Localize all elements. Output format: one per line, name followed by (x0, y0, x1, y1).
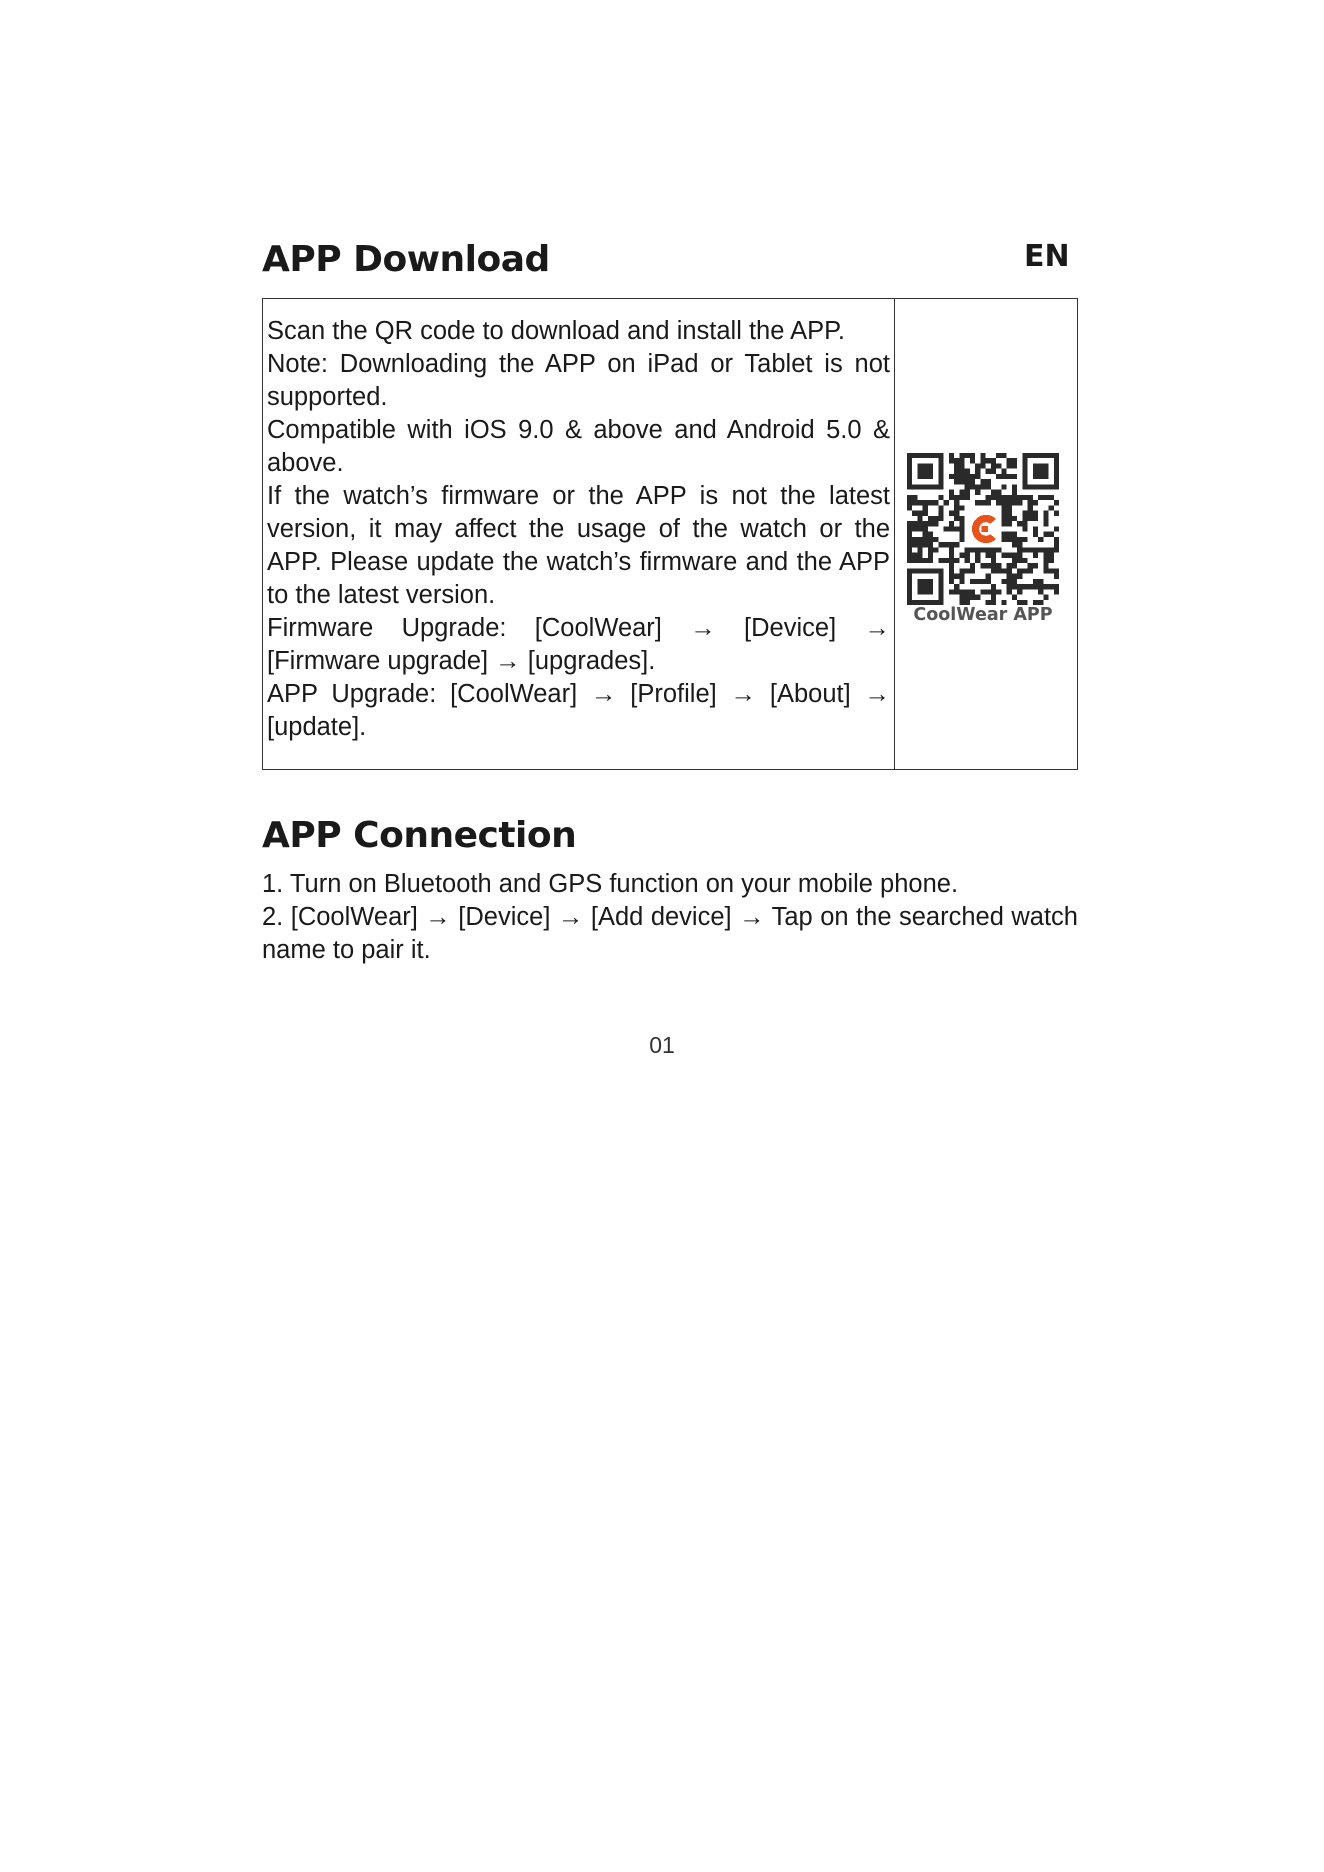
connection-step-1: 1. Turn on Bluetooth and GPS function on your mobile phone. (262, 870, 959, 898)
app-download-instructions (263, 299, 895, 769)
instruction-scan: Scan the QR code to download and install the APP. (267, 317, 845, 345)
instruction-firmware-upgrade: Firmware Upgrade: [CoolWear] → [Device] → [Firmware upgrade] → [upgrades]. (267, 614, 890, 675)
app-download-title: APP Download (262, 239, 550, 280)
page-number: 01 (649, 1032, 675, 1058)
language-badge: EN (1024, 239, 1070, 274)
instruction-app-upgrade: APP Upgrade: [CoolWear] → [Profile] → [About] → [update]. (267, 680, 890, 741)
instruction-compatibility: Compatible with iOS 9.0 & above and Android 5.0 & above. (267, 416, 890, 477)
app-connection-steps (262, 868, 1078, 967)
app-connection-title: APP Connection (262, 815, 577, 856)
qr-block (907, 453, 1059, 625)
qr-cell (895, 299, 1077, 769)
connection-step-2: 2. [CoolWear] → [Device] → [Add device] → Tap on the searched watch name to pair it. (262, 903, 1078, 964)
qr-label: CoolWear APP (913, 605, 1053, 625)
instruction-note: Note: Downloading the APP on iPad or Tablet is not supported. (267, 350, 890, 411)
qr-code-icon (907, 453, 1059, 605)
instruction-update: If the watch’s firmware or the APP is not the latest version, it may affect the usage of the watch or the APP. Please update the watch’s firmware and the APP to the latest version. (267, 482, 890, 609)
app-download-table (262, 298, 1078, 770)
